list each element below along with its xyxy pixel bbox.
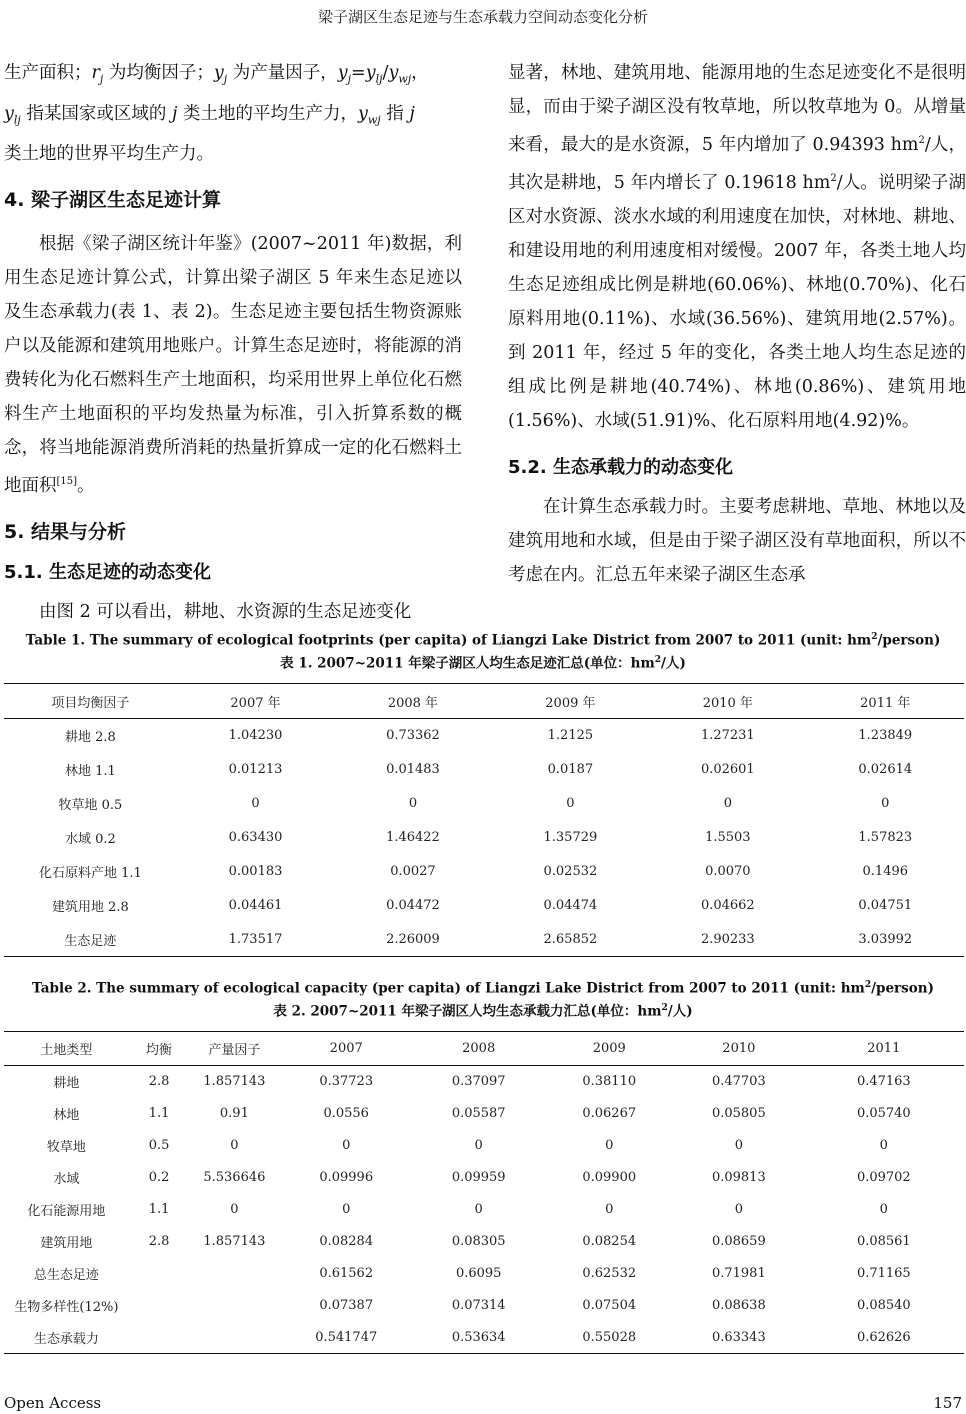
row-label-cell: 林地 1.1: [64, 764, 116, 779]
row-label-cell: 牧草地 0.5: [58, 798, 123, 813]
value-cell: 0: [251, 796, 260, 811]
row-label-cell: 建筑用地: [40, 1236, 93, 1251]
value-cell: 0.08659: [711, 1234, 766, 1249]
value-cell: 0.08561: [856, 1234, 911, 1249]
value-cell: 0.53634: [451, 1329, 506, 1345]
value-cell: 0: [605, 1202, 614, 1217]
value-cell: 2.90233: [700, 931, 755, 947]
table-row: [4, 1258, 964, 1290]
column-header: 2008 年: [387, 695, 439, 711]
value-cell: 0.71981: [711, 1266, 766, 1281]
value-cell: 0.62532: [582, 1266, 637, 1281]
value-cell: 0.0070: [705, 864, 751, 879]
footer-open-access: Open Access: [4, 1394, 102, 1412]
left-column: [4, 56, 462, 629]
value-cell: 0.71165: [856, 1266, 911, 1281]
value-cell: 0.63343: [711, 1329, 766, 1345]
value-cell: 1.04230: [228, 728, 283, 744]
column-header: 均衡: [146, 1043, 173, 1058]
column-header: 项目均衡因子: [51, 695, 130, 711]
column-header: 2011: [867, 1041, 901, 1056]
column-header: 2009 年: [545, 695, 596, 711]
value-cell: 0.09959: [451, 1170, 506, 1185]
value-cell: 0.55028: [582, 1329, 637, 1345]
value-cell: 0.09702: [856, 1170, 911, 1185]
section-4-paragraph: 根据《梁子湖区统计年鉴》(2007~2011 年)数据，利用生态足迹计算公式，计算出梁子湖区 5 年来生态足迹以及生态承载力(表 1、表 2)。生态足迹主要包括生物资源账户以及能源和建筑用地账户。计算生态足迹时，将能源的消费转化为化石燃料生产土地面积，均采用世界上单位化石燃料生产土地面积的平均发热量为标准，引入折算系数的概念，将当地能源消费所消耗的热量折算成一定的化石燃料土地面积[15]。: [4, 234, 462, 496]
section-5-1-continued: 显著，林地、建筑用地、能源用地的生态足迹变化不是很明显，而由于梁子湖区没有牧草地，所以牧草地为 0。从增量来看，最大的是水资源，5 年内增加了 0.94393 $hm^2/$人，其次是耕地，5 年内增长了 0.19618 $hm^2/$人。说明梁子湖区对水资源、淡水水域的利用速度在加快，对林地、耕地、和建设用地的利用速度相对缓慢。2007 年，各类土地人均生态足迹组成比例是耕地(60.06%)、林地(0.70%)、化石原料用地(0.11%)、水域(36.56%)、建筑用地(2.57%)。到 2011 年，经过 5 年的变化，各类土地人均生态足迹的组成比例是耕地(40.74%)、林地(0.86%)、建筑用地(1.56%)、水域(51.91)%、化石原料用地(4.92)%。: [508, 63, 966, 431]
value-cell: 0.04461: [228, 898, 283, 913]
row-label-cell: 生物多样性(12%): [14, 1300, 119, 1315]
value-cell: 0.07387: [319, 1298, 374, 1313]
section-5-heading: 5. 结果与分析: [4, 520, 127, 543]
table-row: [4, 1194, 964, 1226]
value-cell: 2.26009: [386, 931, 440, 947]
column-header: 2008: [462, 1041, 496, 1056]
value-cell: [129, 1290, 189, 1322]
value-cell: 0: [723, 796, 732, 811]
value-cell: 0: [230, 1202, 239, 1217]
section-5-2-heading: 5.2. 生态承载力的动态变化: [508, 456, 733, 478]
formula-line-3: 类土地的世界平均生产力。: [4, 144, 214, 164]
ecological-capacity-table: [4, 1031, 964, 1354]
table-row: [4, 1290, 964, 1322]
value-cell: 0: [342, 1138, 351, 1153]
table-row: [4, 889, 964, 923]
row-label-cell: 化石能源用地: [27, 1204, 106, 1219]
table-row: [4, 1066, 964, 1098]
column-header: 2010: [722, 1041, 756, 1056]
row-label-cell: 总生态足迹: [33, 1268, 99, 1283]
row-label-cell: 牧草地: [46, 1140, 86, 1155]
value-cell: 0.0027: [390, 864, 436, 879]
table-row: [4, 1130, 964, 1162]
value-cell: 0.04474: [543, 898, 598, 913]
value-cell: 0.0556: [323, 1106, 369, 1121]
table-row: [4, 719, 964, 753]
value-cell: 1.23849: [858, 728, 913, 744]
table-2-caption-zh: 表 2. 2007~2011 年梁子湖区人均生态承载力汇总(单位：$hm^2/$人): [273, 1002, 693, 1019]
section-4-heading: 4. 梁子湖区生态足迹计算: [4, 189, 222, 211]
column-header: 产量因子: [208, 1043, 261, 1058]
value-cell: [189, 1290, 279, 1322]
value-cell: 0.01213: [228, 762, 283, 777]
row-label-cell: 建筑用地 2.8: [51, 900, 129, 915]
value-cell: 1.73517: [228, 931, 283, 947]
value-cell: 0.00183: [228, 864, 283, 879]
column-header: 2010 年: [702, 695, 753, 711]
table-row: [4, 1226, 964, 1258]
row-label-cell: 水域: [53, 1172, 80, 1187]
row-label-cell: 生态承载力: [33, 1331, 99, 1347]
value-cell: 0.05740: [856, 1106, 911, 1121]
value-cell: 0.08254: [582, 1234, 637, 1249]
row-label-cell: 耕地: [53, 1076, 80, 1092]
value-cell: 0.6095: [455, 1266, 502, 1281]
value-cell: 2.8: [148, 1074, 170, 1090]
section-5-1-paragraph: 由图 2 可以看出，耕地、水资源的生态足迹变化: [39, 601, 412, 622]
value-cell: 0.07314: [451, 1298, 506, 1313]
value-cell: 0.04472: [386, 898, 440, 913]
table-2-caption-en: Table 2. The summary of ecological capacity (per capita) of Liangzi Lake District from 2007 to 2011 (unit: $hm^2/person$): [32, 980, 934, 997]
row-label-cell: 林地: [53, 1108, 80, 1123]
value-cell: 0.0187: [547, 762, 594, 777]
value-cell: 5.536646: [203, 1170, 266, 1185]
formula-line-1: 生产面积；$r_j$ 为均衡因子；$y_j$ 为产量因子，$y_j=y_{lj}/y_{wj}$，: [4, 63, 429, 86]
value-cell: 0: [408, 796, 418, 811]
value-cell: 0: [566, 796, 575, 811]
right-column: [508, 56, 966, 592]
value-cell: 3.03992: [858, 931, 913, 947]
value-cell: 1.1: [148, 1106, 170, 1121]
column-header: 2009: [592, 1041, 626, 1056]
value-cell: 0.37723: [319, 1074, 374, 1090]
value-cell: 0.08540: [856, 1298, 911, 1313]
value-cell: 0: [474, 1138, 483, 1153]
value-cell: [189, 1322, 279, 1354]
value-cell: 0: [605, 1138, 614, 1153]
formula-line-2: $y_{lj}$ 指某国家或区域的 j 类土地的平均生产力，$y_{wj}$ 指 j: [4, 103, 415, 126]
value-cell: 0: [734, 1138, 743, 1153]
table-1-caption-zh: 表 1. 2007~2011 年梁子湖区人均生态足迹汇总(单位：$hm^2/$人): [280, 654, 686, 671]
table-row: [4, 923, 964, 957]
column-header: 2011 年: [860, 695, 911, 711]
value-cell: 1.35729: [543, 830, 598, 845]
value-cell: 1.2125: [547, 728, 594, 744]
row-label-cell: 耕地 2.8: [64, 730, 116, 746]
value-cell: [129, 1322, 189, 1354]
value-cell: 0.01483: [386, 762, 440, 777]
row-label-cell: 水域 0.2: [64, 832, 116, 847]
value-cell: 0.07504: [582, 1298, 637, 1313]
value-cell: 1.5503: [705, 830, 751, 845]
value-cell: 0.06267: [582, 1106, 637, 1121]
value-cell: 0.02532: [543, 864, 598, 879]
value-cell: 0: [879, 1202, 888, 1217]
page-number: 157: [933, 1394, 962, 1412]
table-1-caption-en: Table 1. The summary of ecological footprints (per capita) of Liangzi Lake District from 2007 to 2011 (unit: $hm^2/person$): [25, 632, 941, 649]
value-cell: 1.46422: [386, 830, 440, 845]
value-cell: 0.62626: [856, 1329, 911, 1345]
value-cell: 0: [342, 1202, 351, 1217]
value-cell: 0: [881, 796, 890, 811]
section-5-2-paragraph: 在计算生态承载力时。主要考虑耕地、草地、林地以及建筑用地和水域，但是由于梁子湖区没有草地面积，所以不考虑在内。汇总五年来梁子湖区生态承: [508, 496, 966, 585]
value-cell: 0.08284: [319, 1234, 374, 1249]
value-cell: [189, 1258, 279, 1290]
table-header-row: [4, 1032, 964, 1066]
value-cell: 0.04751: [858, 898, 913, 913]
value-cell: 0: [474, 1202, 483, 1217]
table-2-caption: [0, 976, 966, 1021]
section-5-1-heading: 5.1. 生态足迹的动态变化: [4, 561, 211, 583]
value-cell: 1.57823: [858, 830, 913, 845]
table-header-row: [4, 684, 964, 719]
value-cell: 0.08638: [711, 1298, 766, 1313]
value-cell: [129, 1258, 189, 1290]
value-cell: 0.09900: [582, 1170, 637, 1185]
value-cell: 0.04662: [700, 898, 755, 913]
value-cell: 0.09996: [319, 1170, 374, 1185]
table-row: [4, 753, 964, 787]
column-header: 2007 年: [230, 695, 281, 711]
citation-ref[interactable]: [15]: [56, 476, 78, 487]
table-row: [4, 1098, 964, 1130]
value-cell: 0.2: [148, 1170, 170, 1185]
column-header: 土地类型: [40, 1043, 93, 1058]
value-cell: 0.61562: [319, 1266, 374, 1281]
value-cell: 0.08305: [451, 1234, 506, 1249]
value-cell: 2.8: [148, 1234, 170, 1249]
table-row: [4, 1162, 964, 1194]
table-row: [4, 787, 964, 821]
value-cell: 0.38110: [582, 1074, 637, 1090]
table-1-caption: [0, 628, 966, 673]
running-header: 梁子湖区生态足迹与生态承载力空间动态变化分析: [317, 8, 648, 26]
value-cell: 1.857143: [203, 1234, 266, 1249]
value-cell: 0.37097: [451, 1074, 506, 1090]
value-cell: 0.91: [219, 1106, 249, 1121]
value-cell: 0.47703: [711, 1074, 766, 1090]
value-cell: 0.73362: [386, 728, 440, 744]
table-row: [4, 821, 964, 855]
value-cell: 0.02614: [858, 762, 913, 777]
value-cell: 0.1496: [862, 864, 909, 879]
value-cell: 0: [230, 1138, 239, 1153]
ecological-footprint-table: [4, 683, 964, 957]
table-row: [4, 1322, 964, 1354]
value-cell: 0.47163: [856, 1074, 911, 1090]
column-header: 2007: [329, 1041, 363, 1056]
value-cell: 1.857143: [203, 1074, 266, 1090]
value-cell: 1.27231: [700, 728, 755, 744]
value-cell: 0: [879, 1138, 888, 1153]
value-cell: 2.65852: [543, 931, 598, 947]
row-label-cell: 生态足迹: [64, 933, 117, 949]
value-cell: 0.05805: [711, 1106, 766, 1121]
value-cell: 1.1: [148, 1202, 170, 1217]
table-row: [4, 855, 964, 889]
value-cell: 0.05587: [451, 1106, 506, 1121]
value-cell: 0.63430: [228, 830, 283, 845]
value-cell: 0.09813: [711, 1170, 766, 1185]
value-cell: 0.02601: [700, 762, 755, 777]
value-cell: 0: [734, 1202, 743, 1217]
value-cell: 0.5: [148, 1138, 170, 1153]
value-cell: 0.541747: [315, 1329, 378, 1345]
row-label-cell: 化石原料产地 1.1: [38, 866, 142, 881]
